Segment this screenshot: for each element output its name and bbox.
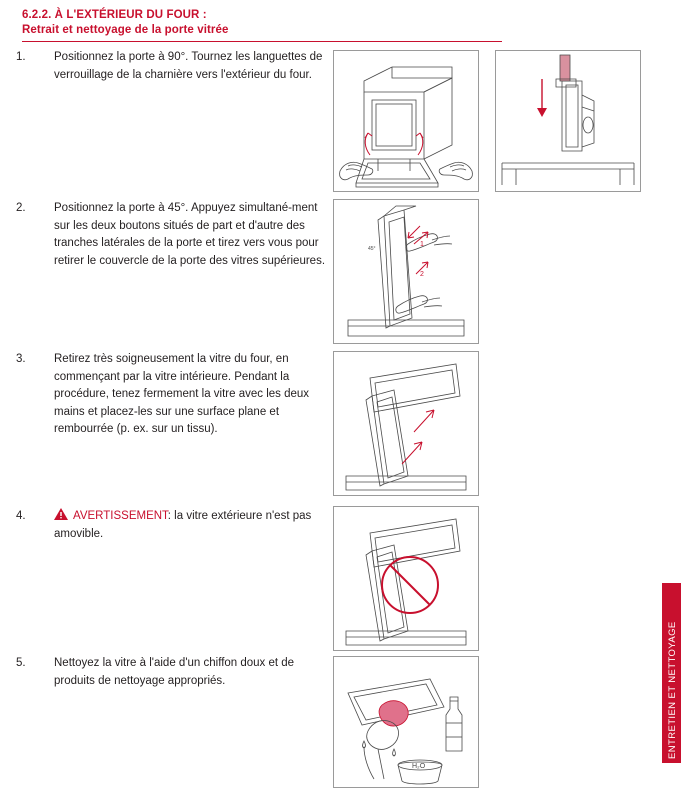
arrow-label-2: 2 — [420, 271, 424, 278]
page-header — [22, 8, 542, 42]
figure-2-drawing — [496, 51, 640, 191]
arrow-label-1: 1 — [420, 241, 424, 248]
angle-label: 45° — [368, 246, 376, 252]
step-4-number: 4. — [16, 510, 26, 522]
figure-5-drawing — [334, 507, 478, 650]
bottle-label: H₂O — [412, 763, 426, 770]
step-1-number: 1. — [16, 51, 26, 63]
figure-oven-door-45-degrees-buttons — [333, 199, 479, 344]
section-subtitle: Retrait et nettoyage de la porte vitrée — [22, 24, 229, 36]
figure-oven-door-90-degrees-hinge-latches — [333, 50, 479, 192]
figure-outer-glass-not-removable-prohibition — [333, 506, 479, 651]
figure-3-drawing — [334, 200, 478, 343]
warning-label: AVERTISSEMENT — [73, 510, 168, 522]
section-title: 6.2.2. À L'EXTÉRIEUR DU FOUR : — [22, 9, 207, 21]
step-2-text: Positionnez la porte à 45°. Appuyez simultané-ment sur les deux boutons situés de part et d'autre des tranches latérales de la porte et tirez vers vous pour retirer le couvercle de la porte des vitres supérieures. — [54, 202, 326, 267]
step-3-number: 3. — [16, 353, 26, 365]
side-tab-entretien-et-nettoyage — [662, 583, 681, 763]
warning-triangle-icon — [54, 508, 68, 520]
step-3-text: Retirez très soigneusement la vitre du four, en commençant par la vitre intérieure. Pendant la procédure, tenez fermement la vitre avec les deux mains et placez-les sur une surface plane et rembourrée (p. ex. sur un tissu). — [54, 353, 310, 435]
figure-removing-inner-glass-pane — [333, 351, 479, 496]
step-5-text: Nettoyez la vitre à l'aide d'un chiffon doux et de produits de nettoyage appropriés. — [54, 657, 295, 687]
header-divider — [22, 41, 502, 42]
step-4-text — [54, 508, 334, 543]
step-1-text: Positionnez la porte à 90°. Tournez les languettes de verrouillage de la charnière vers l'extérieur du four. — [54, 51, 323, 81]
step-4-text-rest: : la vitre extérieure n'est pas amovible. — [54, 510, 312, 540]
figure-cleaning-glass-with-cloth — [333, 656, 479, 788]
figure-hinge-latch-closeup-arrow-down — [495, 50, 641, 192]
side-tab-label: ENTRETIEN ET NETTOYAGE — [667, 621, 678, 759]
step-2-number: 2. — [16, 202, 26, 214]
figure-1-drawing — [334, 51, 478, 191]
figure-4-drawing — [334, 352, 478, 495]
figure-6-drawing — [334, 657, 478, 787]
step-5-number: 5. — [16, 657, 26, 669]
